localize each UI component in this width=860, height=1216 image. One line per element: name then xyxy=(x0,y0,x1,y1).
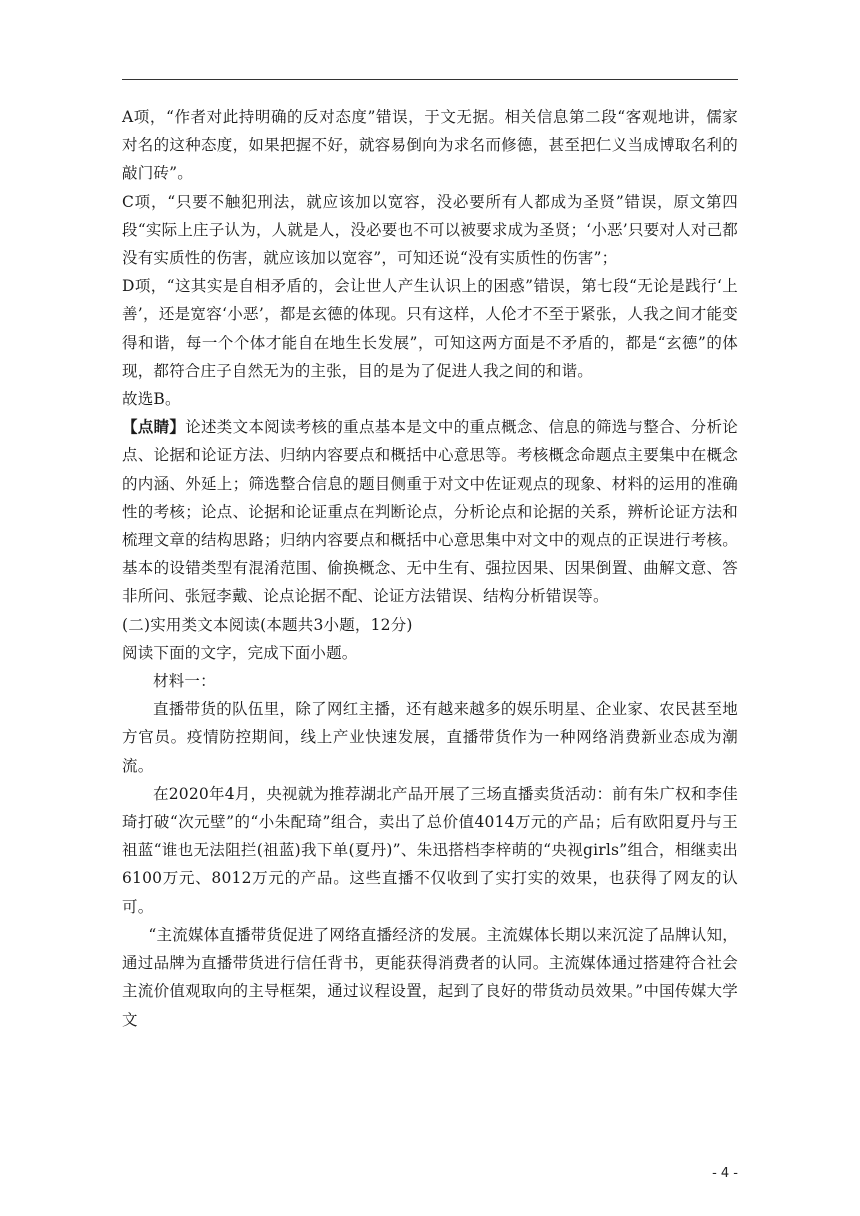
analysis-option-a: A项，“作者对此持明确的反对态度”错误，于文无据。相关信息第二段“客观地讲，儒家对名的这种态度，如果把握不好，就容易倒向为求名而修德，甚至把仁义当成博取名利的敲门砖”。 xyxy=(122,108,738,183)
material-paragraph-2: 在2020年4月，央视就为推荐湖北产品开展了三场直播卖货活动：前有朱广权和李佳琦打破“次元壁”的“小朱配琦”组合，卖出了总价值4014万元的产品；后有欧阳夏丹与王祖蓝“谁也无法阻拦(祖蓝)我下单(夏丹)”、朱迅搭档李梓萌的“央视girls”组合，相继卖出6100万元、8012万元的产品。这些直播不仅收到了实打实的效果，也获得了网友的认可。 xyxy=(122,784,738,916)
material-paragraph-3: “主流媒体直播带货促进了网络直播经济的发展。主流媒体长期以来沉淀了品牌认知，通过品牌为直播带货进行信任背书，更能获得消费者的认同。主流媒体通过搭建符合社会主流价值观取向的主导框架，通过议程设置，起到了良好的带货动员效果。”中国传媒大学文 xyxy=(122,925,738,1029)
header-rule xyxy=(122,79,738,80)
analysis-option-c: C项，“只要不触犯刑法，就应该加以宽容，没必要所有人都成为圣贤”错误，原文第四段“实际上庄子认为，人就是人，没必要也不可以被要求成为圣贤；‘小恶’只要对人对己都没有实质性的伤害，就应该加以宽容”，可知还说“没有实质性的伤害”； xyxy=(122,192,738,268)
tip-label: 【点睛】 xyxy=(122,417,186,437)
section-instruction: 阅读下面的文字，完成下面小题。 xyxy=(122,643,358,662)
tip-paragraph xyxy=(122,413,738,610)
section-heading: (二)实用类文本阅读(本题共3小题，12分) xyxy=(122,615,413,634)
analysis-option-d: D项，“这其实是自相矛盾的，会让世人产生认识上的困惑”错误，第七段“无论是践行‘上善’，还是宽容‘小恶’，都是玄德的体现。只有这样，人伦才不至于紧张，人我之间才能变得和谐，每一个个体才能自在地生长发展”，可知这两方面是不矛盾的，都是“玄德”的体现，都符合庄子自然无为的主张，目的是为了促进人我之间的和谐。 xyxy=(122,277,738,380)
material-label: 材料一： xyxy=(153,672,216,691)
document-body xyxy=(122,103,738,1034)
answer-line: 故选B。 xyxy=(122,390,181,409)
material-paragraph-1: 直播带货的队伍里，除了网红主播，还有越来越多的娱乐明星、企业家、农民甚至地方官员。疫情防控期间，线上产业快速发展，直播带货作为一种网络消费新业态成为潮流。 xyxy=(122,700,738,775)
tip-text: 论述类文本阅读考核的重点基本是文中的重点概念、信息的筛选与整合、分析论点、论据和论证方法、归纳内容要点和概括中心意思等。考核概念命题点主要集中在概念的内涵、外延上；筛选整合信息的题目侧重于对文中佐证观点的现象、材料的运用的准确性的考核；论点、论据和论证重点在判断论点，分析论点和论据的关系，辨析论证方法和梳理文章的结构思路；归纳内容要点和概括中心意思集中对文中的观点的正误进行考核。基本的设错类型有混淆范围、偷换概念、无中生有、强拉因果、因果倒置、曲解文意、答非所问、张冠李戴、论点论据不配、论证方法错误、结构分析错误等。 xyxy=(122,418,738,606)
page-number: - 4 - xyxy=(712,1166,738,1181)
